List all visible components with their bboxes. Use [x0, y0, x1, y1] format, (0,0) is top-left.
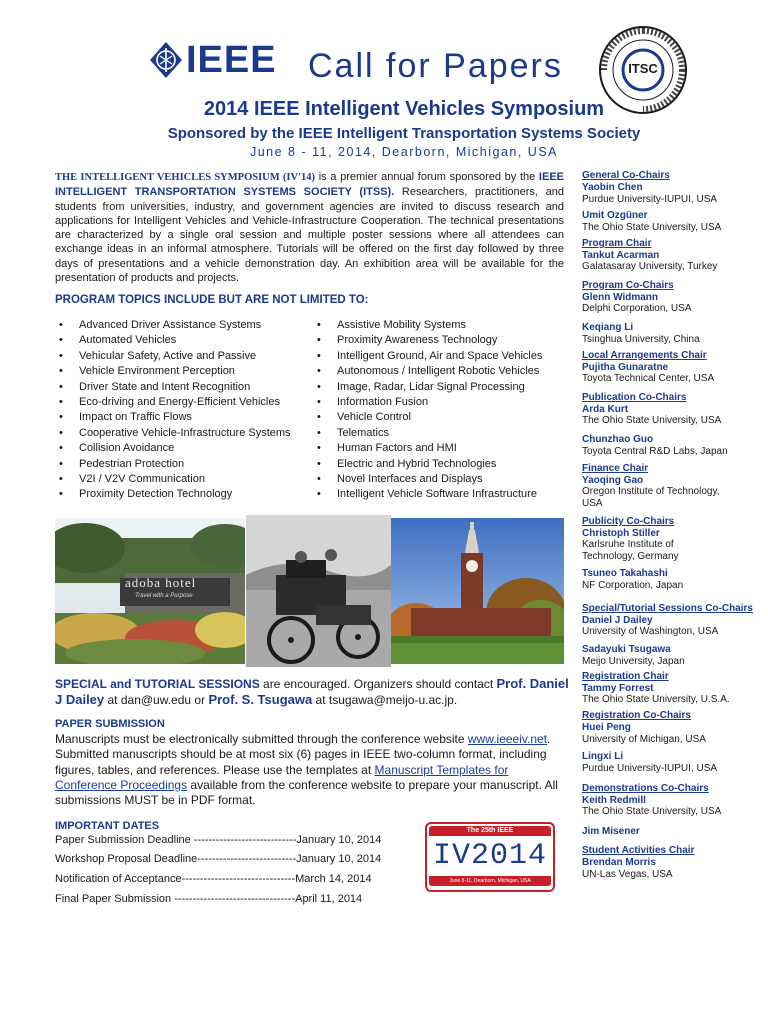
right-topic-item: • Intelligent Vehicle Software Infrastructure [313, 487, 542, 502]
special-contact-1: Prof. Daniel J Dailey [55, 676, 569, 707]
iv2014-license-plate [425, 822, 555, 892]
paper-submission-heading: PAPER SUBMISSION [55, 718, 165, 730]
ieee-logo [148, 40, 278, 80]
committee-affiliation: University of Washington, USA [582, 626, 719, 637]
left-topic-item: • Automated Vehicles [55, 333, 291, 348]
right-topic-item: • Electric and Hybrid Technologies [313, 457, 542, 472]
topics-heading: PROGRAM TOPICS INCLUDE BUT ARE NOT LIMITED TO: [55, 294, 369, 306]
date-row-workshop-proposal: Workshop Proposal Deadline---------------------------January 10, 2014 [55, 853, 382, 865]
special-end: . [453, 693, 458, 707]
manuscript-templates-link[interactable]: Manuscript Templates for Conference Proceedings [55, 762, 509, 792]
committee-affiliation: The Ohio State University, USA [582, 806, 722, 817]
paper-submission-body [55, 732, 565, 808]
ieee-logo-text: IEEE [186, 39, 277, 81]
committee-member-name: Arda Kurt [582, 403, 629, 415]
committee-member-name: Sadayuki Tsugawa [582, 644, 671, 655]
committee-affiliation: The Ohio State University, U.S.A. [582, 694, 730, 705]
special-text-1: are encouraged. Organizers should contact [259, 677, 497, 691]
committee-role: Program Co-Chairs [582, 280, 674, 291]
intro-org: IEEE INTELLIGENT TRANSPORTATION SYSTEMS SOCIETY (ITSS). [55, 171, 564, 199]
itsc-seal-text: ITSC [628, 61, 658, 76]
committee-member-name: Umit Ozgüner [582, 210, 648, 221]
committee-member-name: Chunzhao Guo [582, 434, 654, 445]
topics-list-right [313, 318, 542, 503]
special-sessions-paragraph [55, 676, 570, 708]
intro-text-2: Researchers, practitioners, and students from universities, industry, and government agencies are invited to discuss research and applications for Intelligent Vehicles and Vehicle-Infrastructure Cooperation. The technical presentations are characterized by a single oral session and multiple poster sessions where all attendees can exchange ideas in an informal atmosphere. Tutorials will be offered on the first day followed by three days of presentations and a vehicle demonstration day. An exhibition area will be available for the presentation of products and projects. [55, 186, 564, 285]
committee-affiliation: The Ohio State University, USA [582, 415, 722, 426]
right-topic-item: • Assistive Mobility Systems [313, 318, 542, 333]
committee-role: Registration Co-Chairs [582, 710, 691, 721]
hotel-photo [55, 518, 245, 664]
special-at-2: at [312, 693, 329, 707]
committee-member-name: Keith Redmill [582, 794, 646, 806]
right-topic-item: • Vehicle Control [313, 410, 542, 425]
right-topic-item: • Proximity Awareness Technology [313, 333, 542, 348]
committee-affiliation: Toyota Central R&D Labs, Japan [582, 446, 728, 457]
committee-role: General Co-Chairs [582, 170, 670, 181]
left-topic-item: • Advanced Driver Assistance Systems [55, 318, 291, 333]
committee-affiliation: Oregon Institute of Technology, [582, 486, 720, 497]
committee-member-name: Pujitha Gunaratne [582, 361, 669, 373]
special-or: or [191, 693, 209, 707]
intro-lead: THE INTELLIGENT VEHICLES SYMPOSIUM (IV'14) [55, 172, 316, 183]
date-row-paper-submission: Paper Submission Deadline ----------------------------January 10, 2014 [55, 834, 382, 846]
committee-role: Student Activities Chair [582, 845, 695, 856]
committee-role: Local Arrangements Chair [582, 350, 707, 361]
committee-role: Registration Chair [582, 671, 669, 682]
clock-tower-photo [391, 518, 564, 664]
committee-affiliation: University of Michigan, USA [582, 734, 706, 745]
right-topic-item: • Novel Interfaces and Displays [313, 472, 542, 487]
right-topic-item: • Autonomous / Intelligent Robotic Vehicles [313, 364, 542, 379]
intro-text-1: is a premier annual forum sponsored by the [315, 171, 539, 183]
committee-role: Demonstrations Co-Chairs [582, 783, 709, 794]
call-for-papers-title: Call for Papers [308, 47, 563, 85]
important-dates-heading: IMPORTANT DATES [55, 820, 160, 832]
plate-bottom-text: June 8-11, Dearborn, Michigan, USA [449, 878, 531, 884]
left-topic-item: • Eco-driving and Energy-Efficient Vehicles [55, 395, 291, 410]
intro-paragraph [55, 170, 564, 285]
committee-member-name: Lingxi Li [582, 751, 624, 762]
right-topic-item: • Image, Radar, Lidar Signal Processing [313, 380, 542, 395]
committee-member-name: Brendan Morris [582, 857, 656, 868]
committee-member-name: Glenn Widmann [582, 291, 659, 303]
vintage-car-photo [246, 515, 391, 667]
left-topic-item: • Vehicular Safety, Active and Passive [55, 349, 291, 364]
committee-role: Publication Co-Chairs [582, 392, 687, 403]
left-topic-item: • Pedestrian Protection [55, 457, 291, 472]
ieee-diamond-icon [148, 40, 184, 80]
left-topic-item: • Proximity Detection Technology [55, 487, 291, 502]
committee-role: Program Chair [582, 238, 652, 249]
committee-affiliation: Delphi Corporation, USA [582, 303, 692, 314]
committee-affiliation: UN-Las Vegas, USA [582, 868, 673, 880]
committee-member-name: Daniel J Dailey [582, 614, 653, 626]
committee-affiliation: Purdue University-IUPUI, USA [582, 194, 718, 205]
committee-role: Finance Chair [582, 463, 649, 474]
right-topic-item: • Intelligent Ground, Air and Space Vehicles [313, 349, 542, 364]
special-heading: SPECIAL and TUTORIAL SESSIONS [55, 677, 260, 691]
committee-affiliation: Karlsruhe Institute of [582, 539, 674, 550]
right-topic-item: • Telematics [313, 426, 542, 441]
committee-member-name: Tsuneo Takahashi [582, 568, 668, 579]
left-topic-item: • V2I / V2V Communication [55, 472, 291, 487]
plate-top-text: The 25th IEEE [466, 827, 514, 834]
committee-member-name: Christoph Stiller [582, 527, 660, 539]
committee-member-name: Tammy Forrest [582, 682, 654, 694]
paper-text-2: . Submitted manuscripts should be at most six (6) pages in IEEE two-column format, including figures, tables, and references. Please use the templates at [55, 732, 551, 777]
date-row-final-paper: Final Paper Submission ---------------------------------April 11, 2014 [55, 893, 363, 905]
sponsor-line: Sponsored by the IEEE Intelligent Transportation Systems Society [167, 125, 641, 142]
date-row-notification: Notification of Acceptance-------------------------------March 14, 2014 [55, 873, 372, 885]
dates-location: June 8 - 11, 2014, Dearborn, Michigan, USA [249, 145, 559, 159]
committee-member-name: Keqiang Li [582, 322, 634, 333]
left-topic-item: • Cooperative Vehicle-Infrastructure Systems [55, 426, 291, 441]
left-topic-item: • Vehicle Environment Perception [55, 364, 291, 379]
committee-affiliation: The Ohio State University, USA [582, 222, 722, 233]
committee-affiliation: Toyota Technical Center, USA [582, 373, 715, 384]
conference-website-link[interactable]: www.ieeeiv.net [467, 732, 548, 746]
committee-member-name: Yaobin Chen [582, 181, 643, 193]
committee-member-name: Tankut Acarman [582, 249, 660, 261]
committee-affiliation: Meijo University, Japan [582, 656, 685, 667]
committee-role: Publicity Co-Chairs [582, 516, 675, 527]
topics-list-left [55, 318, 291, 503]
right-topic-item: • Human Factors and HMI [313, 441, 542, 456]
right-topic-item: • Information Fusion [313, 395, 542, 410]
left-topic-item: • Driver State and Intent Recognition [55, 380, 291, 395]
committee-role: Special/Tutorial Sessions Co-Chairs [582, 603, 753, 614]
special-email-2[interactable]: tsugawa@meijo-u.ac.jp [328, 693, 454, 707]
committee-member-name: Yaoqing Gao [582, 474, 644, 486]
committee-member-name: Huei Peng [582, 722, 631, 733]
left-topic-item: • Impact on Traffic Flows [55, 410, 291, 425]
hotel-tagline-text: Travel with a Purpose [135, 593, 193, 599]
committee-affiliation: NF Corporation, Japan [582, 580, 684, 591]
special-email-1[interactable]: dan@uw.edu [120, 693, 192, 707]
committee-member-name: Jim Misener [582, 826, 640, 837]
special-contact-2: Prof. S. Tsugawa [208, 692, 313, 707]
paper-text-1: Manuscripts must be electronically submitted through the conference website [55, 732, 468, 746]
symposium-title: 2014 IEEE Intelligent Vehicles Symposium [203, 98, 605, 120]
special-at-1: at [104, 693, 121, 707]
committee-affiliation: USA [582, 498, 603, 509]
committee-affiliation: Galatasaray University, Turkey [582, 261, 718, 272]
hotel-sign-text: adoba hotel [125, 575, 197, 590]
committee-affiliation: Tsinghua University, China [582, 334, 700, 345]
committee-affiliation: Technology, Germany [582, 551, 679, 562]
plate-main-text: IV2014 [432, 839, 548, 873]
committee-affiliation: Purdue University-IUPUI, USA [582, 763, 718, 774]
paper-text-3: available from the conference website to prepare your manuscript. All submissions MUST be in PDF format. [55, 777, 558, 808]
left-topic-item: • Collision Avoidance [55, 441, 291, 456]
